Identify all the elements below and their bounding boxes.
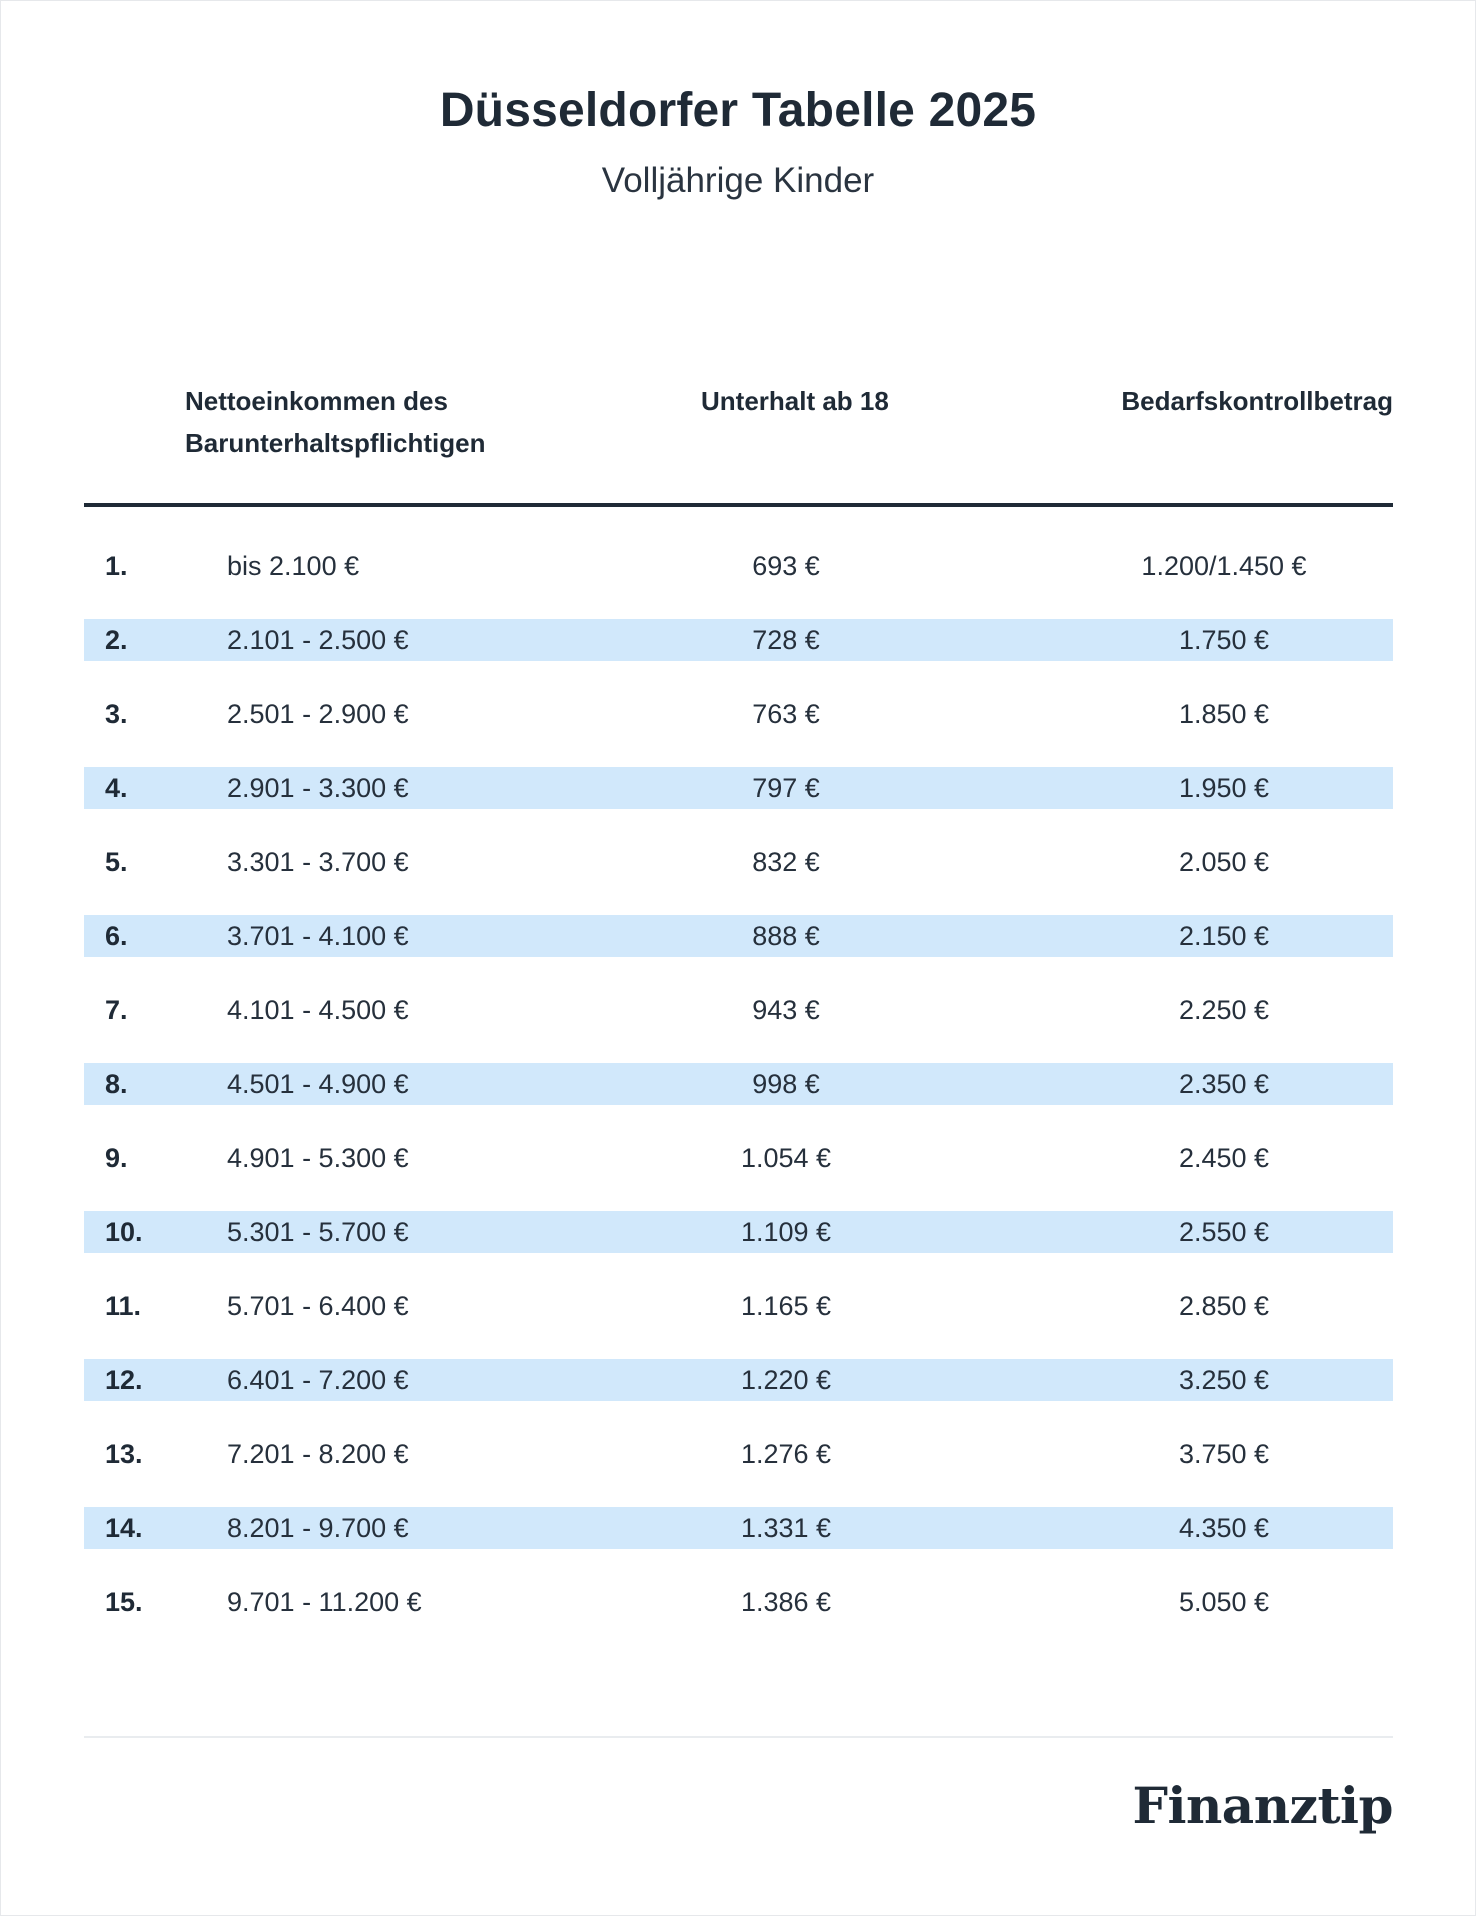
table-row [84, 1339, 1393, 1413]
row-number: 1. [105, 551, 128, 581]
row-bedarf: 4.350 € [1178, 1513, 1270, 1543]
row-bedarf: 5.050 € [1178, 1587, 1270, 1617]
row-unterhalt: 693 € [752, 551, 820, 581]
unterhalt-table [84, 376, 1393, 1635]
row-unterhalt: 797 € [752, 773, 820, 803]
row-bedarf: 2.150 € [1178, 921, 1270, 951]
row-number: 3. [105, 699, 128, 729]
row-unterhalt: 943 € [752, 995, 820, 1025]
header-unterhalt: Unterhalt ab 18 [701, 386, 889, 416]
row-number: 12. [105, 1365, 143, 1395]
table-row [84, 1487, 1393, 1561]
row-bedarf: 2.550 € [1178, 1217, 1270, 1247]
row-bedarf: 1.850 € [1178, 699, 1270, 729]
row-number: 10. [105, 1217, 143, 1247]
table-header [84, 376, 1393, 507]
row-bedarf: 1.950 € [1178, 773, 1270, 803]
table-row [84, 673, 1393, 747]
header-income-line2: Barunterhaltspflichtigen [185, 428, 486, 458]
table-row [84, 747, 1393, 821]
row-income: 2.901 - 3.300 € [227, 773, 409, 803]
table-row [84, 1043, 1393, 1117]
row-bedarf: 1.200/1.450 € [1141, 551, 1307, 581]
table-row [84, 1265, 1393, 1339]
row-unterhalt: 1.331 € [740, 1513, 832, 1543]
row-number: 9. [105, 1143, 128, 1173]
row-income: 6.401 - 7.200 € [227, 1365, 409, 1395]
row-bedarf: 3.250 € [1178, 1365, 1270, 1395]
header-bedarf: Bedarfskontrollbetrag [1121, 386, 1393, 416]
page-title: Düsseldorfer Tabelle 2025 [439, 84, 1037, 137]
table-row [84, 1413, 1393, 1487]
row-income: 9.701 - 11.200 € [227, 1587, 422, 1617]
table-row [84, 525, 1393, 599]
row-number: 13. [105, 1439, 143, 1469]
row-income: 4.101 - 4.500 € [227, 995, 409, 1025]
row-bedarf: 2.350 € [1178, 1069, 1270, 1099]
table-row [84, 1117, 1393, 1191]
row-number: 5. [105, 847, 128, 877]
row-bedarf: 2.250 € [1178, 995, 1270, 1025]
table-row [84, 895, 1393, 969]
row-unterhalt: 1.165 € [740, 1291, 832, 1321]
row-income: 2.501 - 2.900 € [227, 699, 409, 729]
row-number: 2. [105, 625, 128, 655]
table-row [84, 969, 1393, 1043]
row-number: 6. [105, 921, 128, 951]
row-number: 11. [105, 1291, 142, 1321]
row-income: 8.201 - 9.700 € [227, 1513, 409, 1543]
row-income: 5.701 - 6.400 € [227, 1291, 409, 1321]
row-unterhalt: 998 € [752, 1069, 820, 1099]
row-income: 5.301 - 5.700 € [227, 1217, 409, 1247]
table-row [84, 1191, 1393, 1265]
row-unterhalt: 1.109 € [740, 1217, 832, 1247]
row-bedarf: 1.750 € [1178, 625, 1270, 655]
row-unterhalt: 1.276 € [740, 1439, 832, 1469]
row-income: 4.901 - 5.300 € [227, 1143, 409, 1173]
footer-divider [84, 1736, 1393, 1738]
row-bedarf: 2.450 € [1178, 1143, 1270, 1173]
header-income [185, 380, 545, 464]
row-number: 15. [105, 1587, 143, 1617]
row-number: 8. [105, 1069, 128, 1099]
row-income: bis 2.100 € [227, 551, 360, 581]
finanztip-logo: Finanztip [1132, 1776, 1393, 1835]
row-income: 4.501 - 4.900 € [227, 1069, 409, 1099]
header-income-line1: Nettoeinkommen des [185, 386, 448, 416]
row-income: 7.201 - 8.200 € [227, 1439, 409, 1469]
row-number: 4. [105, 773, 128, 803]
table-row [84, 821, 1393, 895]
row-unterhalt: 1.220 € [740, 1365, 832, 1395]
row-unterhalt: 1.054 € [740, 1143, 832, 1173]
row-income: 3.701 - 4.100 € [227, 921, 409, 951]
row-unterhalt: 888 € [752, 921, 820, 951]
row-income: 3.301 - 3.700 € [227, 847, 409, 877]
row-bedarf: 2.850 € [1178, 1291, 1270, 1321]
row-unterhalt: 832 € [752, 847, 820, 877]
row-unterhalt: 728 € [752, 625, 820, 655]
table-body [84, 525, 1393, 1635]
page-subtitle: Volljährige Kinder [601, 161, 875, 200]
table-row [84, 599, 1393, 673]
row-unterhalt: 1.386 € [740, 1587, 832, 1617]
row-number: 14. [105, 1513, 143, 1543]
row-bedarf: 2.050 € [1178, 847, 1270, 877]
row-unterhalt: 763 € [752, 699, 820, 729]
row-income: 2.101 - 2.500 € [227, 625, 409, 655]
row-bedarf: 3.750 € [1178, 1439, 1270, 1469]
row-number: 7. [105, 995, 128, 1025]
table-row [84, 1561, 1393, 1635]
